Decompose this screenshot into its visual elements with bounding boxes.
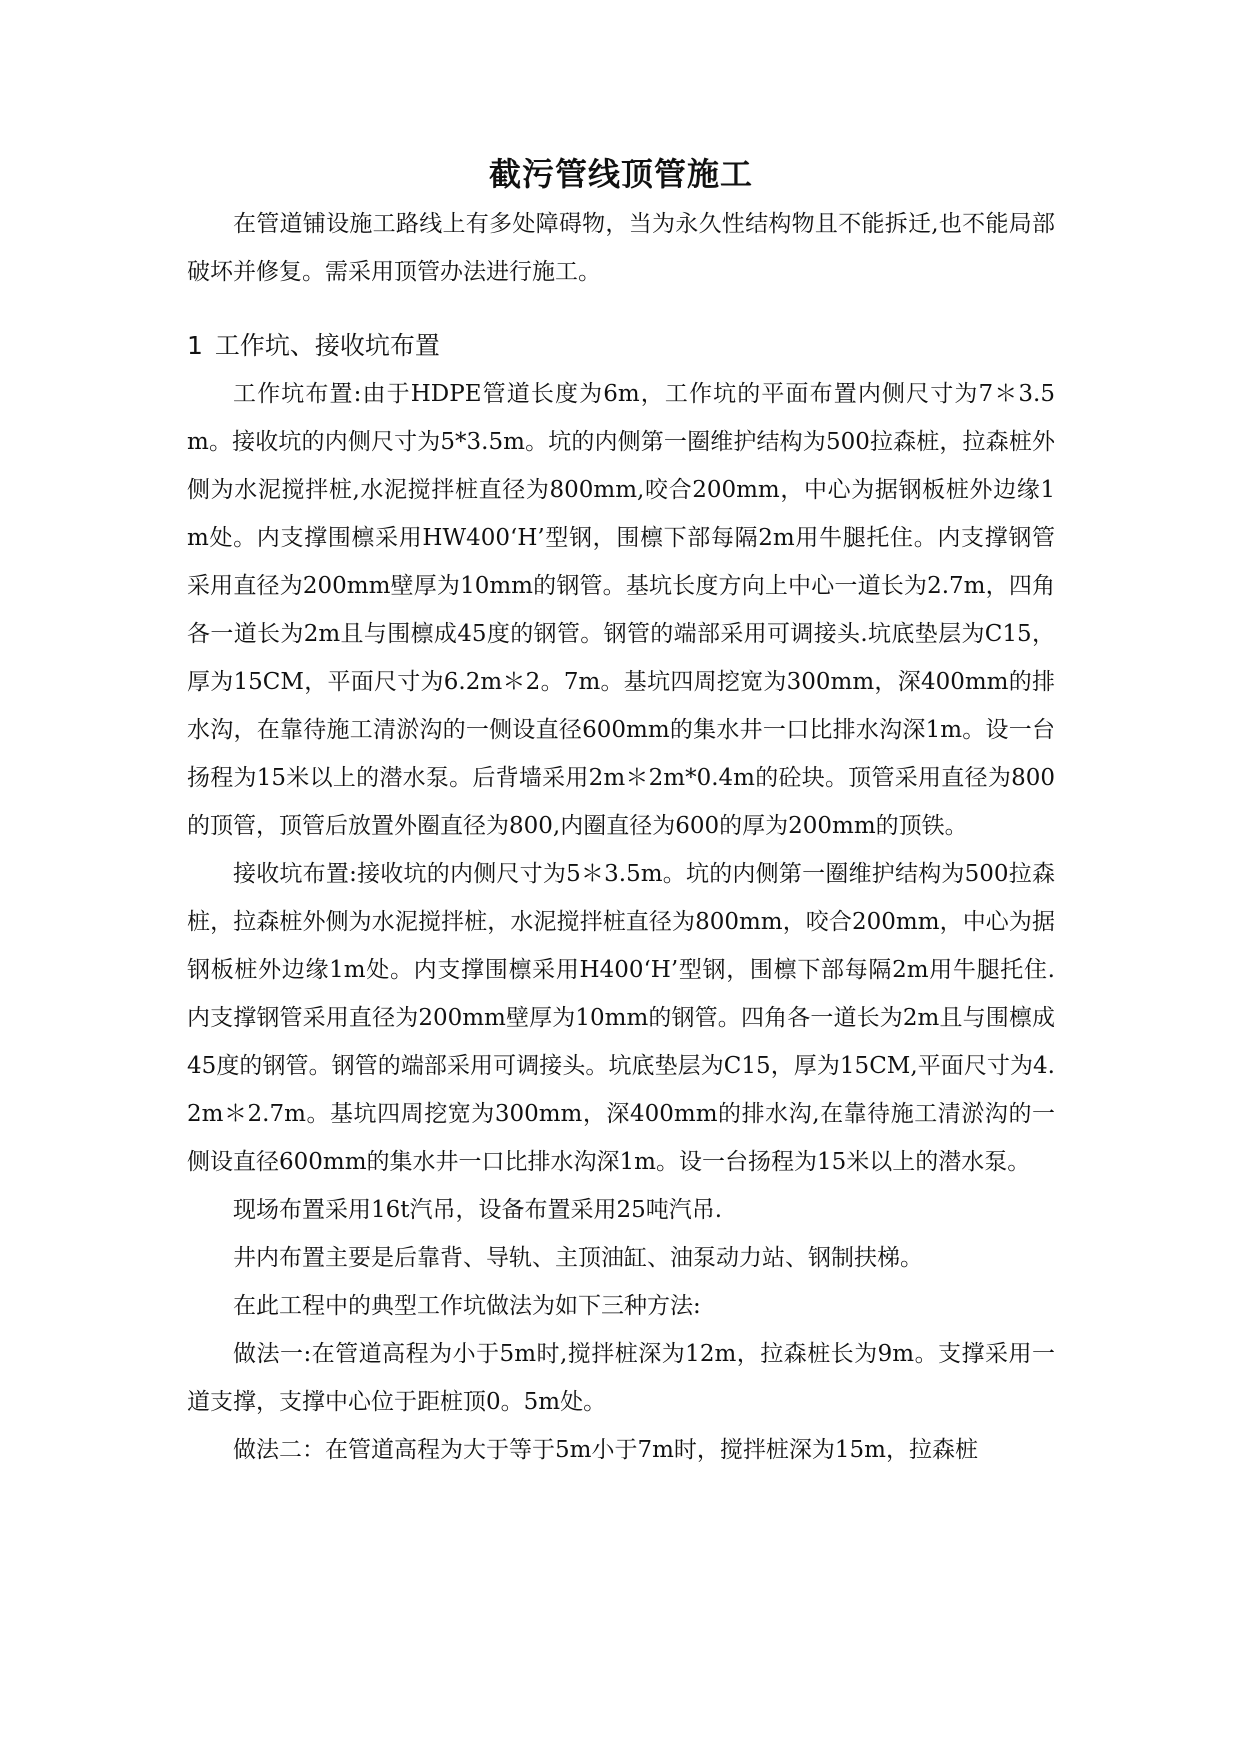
intro-paragraph: 在管道铺设施工路线上有多处障碍物，当为永久性结构物且不能拆迁,也不能局部破坏并修复。需采用顶管办法进行施工。 bbox=[187, 211, 1055, 285]
method-one-paragraph: 做法一:在管道高程为小于5m时,搅拌桩深为12m，拉森桩长为9m。支撑采用一道支撑，支撑中心位于距桩顶0。5m处。 bbox=[187, 1341, 1055, 1415]
methods-intro-paragraph: 在此工程中的典型工作坑做法为如下三种方法: bbox=[233, 1293, 701, 1319]
receiving-pit-paragraph: 接收坑布置:接收坑的内侧尺寸为5＊3.5m。坑的内侧第一圈维护结构为500拉森桩，拉森桩外侧为水泥搅拌桩，水泥搅拌桩直径为800mm，咬合200mm，中心为据钢板桩外边缘1m处。内支撑围檩采用H400‘H’型钢，围檩下部每隔2m用牛腿托住.内支撑钢管采用直径为200mm壁厚为10mm的钢管。四角各一道长为2m且与围檩成45度的钢管。钢管的端部采用可调接头。坑底垫层为C15，厚为15CM,平面尺寸为4.2m＊2.7m。基坑四周挖宽为300mm，深400mm的排水沟,在靠待施工清淤沟的一侧设直径600mm的集水井一口比排水沟深1m。设一台扬程为15米以上的潜水泵。 bbox=[187, 861, 1055, 1175]
crane-paragraph: 现场布置采用16t汽吊，设备布置采用25吨汽吊. bbox=[233, 1197, 723, 1223]
section-title: 工作坑、接收坑布置 bbox=[214, 331, 440, 360]
method-two-paragraph: 做法二：在管道高程为大于等于5m小于7m时，搅拌桩深为15m，拉森桩 bbox=[233, 1437, 978, 1463]
section-heading bbox=[187, 322, 1055, 370]
work-pit-paragraph: 工作坑布置:由于HDPE管道长度为6m，工作坑的平面布置内侧尺寸为7＊3.5m。接收坑的内侧尺寸为5*3.5m。坑的内侧第一圈维护结构为500拉森桩，拉森桩外侧为水泥搅拌桩,水泥搅拌桩直径为800mm,咬合200mm，中心为据钢板桩外边缘1m处。内支撑围檩采用HW400‘H’型钢，围檩下部每隔2m用牛腿托住。内支撑钢管采用直径为200mm壁厚为10mm的钢管。基坑长度方向上中心一道长为2.7m，四角各一道长为2m且与围檩成45度的钢管。钢管的端部采用可调接头.坑底垫层为C15，厚为15CM，平面尺寸为6.2m＊2。7m。基坑四周挖宽为300mm，深400mm的排水沟，在靠待施工清淤沟的一侧设直径600mm的集水井一口比排水沟深1m。设一台扬程为15米以上的潜水泵。后背墙采用2m＊2m*0.4m的砼块。顶管采用直径为800的顶管，顶管后放置外圈直径为800,内圈直径为600的厚为200mm的顶铁。 bbox=[187, 381, 1055, 839]
document-body bbox=[187, 150, 1055, 1474]
document-title: 截污管线顶管施工 bbox=[488, 155, 753, 193]
section-number: 1 bbox=[187, 331, 203, 360]
well-layout-paragraph: 井内布置主要是后靠背、导轨、主顶油缸、油泵动力站、钢制扶梯。 bbox=[233, 1245, 923, 1271]
